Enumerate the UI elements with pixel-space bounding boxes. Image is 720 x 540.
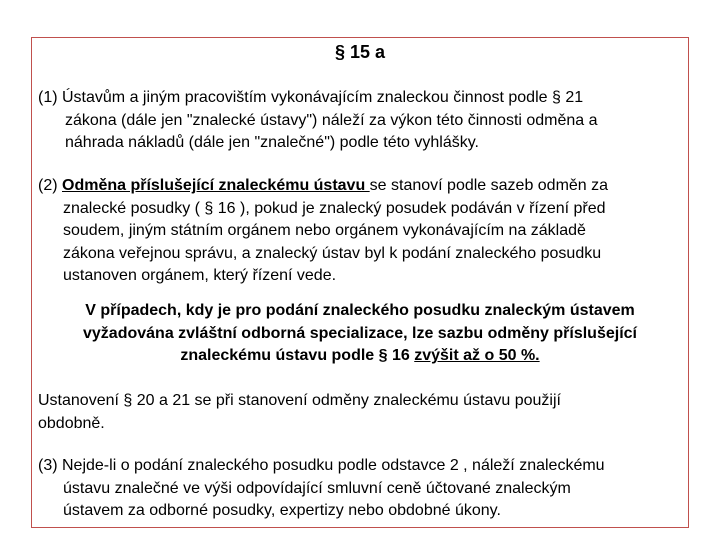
paragraph-5-line-1: (3) Nejde-li o podání znaleckého posudku podle odstavce 2 , náleží znaleckému bbox=[38, 457, 605, 474]
paragraph-5-line-2: ústavu znalečné ve výši odpovídající smluvní ceně účtované znaleckým bbox=[63, 479, 571, 497]
paragraph-1-line-3: náhrada nákladů (dále jen "znalečné") podle této vyhlášky. bbox=[65, 134, 479, 151]
paragraph-2-line-2: znalecké posudky ( § 16 ), pokud je znalecký posudek podáván v řízení před bbox=[63, 199, 606, 217]
emphasis-line-3-plain: znaleckému ústavu podle § 16 bbox=[180, 347, 415, 364]
paragraph-4-line-2: obdobně. bbox=[38, 414, 105, 432]
emphasis-line-3 bbox=[0, 345, 720, 368]
paragraph-1-line-2: zákona (dále jen "znalecké ústavy") náleží za výkon této činnosti odměna a bbox=[65, 111, 598, 129]
paragraph-4-line-1: Ustanovení § 20 a 21 se při stanovení odměny znaleckému ústavu použijí bbox=[38, 392, 561, 409]
paragraph-2-prefix: (2) bbox=[38, 177, 62, 194]
paragraph-2-line-5: ustanoven orgánem, který řízení vede. bbox=[63, 267, 337, 284]
paragraph-5-line-3: ústavem za odborné posudky, expertizy nebo obdobné úkony. bbox=[63, 502, 501, 519]
emphasis-line-3-underlined: zvýšit až o 50 %. bbox=[414, 347, 540, 364]
paragraph-4 bbox=[38, 390, 678, 435]
paragraph-2-line-4: zákona veřejnou správu, a znalecký ústav byl k podání znaleckého posudku bbox=[63, 244, 602, 262]
paragraph-1 bbox=[38, 87, 698, 155]
emphasis-paragraph bbox=[0, 300, 720, 368]
paragraph-2-emphasis: Odměna příslušející znaleckému ústavu bbox=[62, 177, 370, 194]
section-title: § 15 a bbox=[334, 42, 386, 62]
paragraph-2-line-3: soudem, jiným státním orgánem nebo orgánem vykonávajícím na základě bbox=[63, 222, 586, 239]
paragraph-5 bbox=[38, 455, 698, 523]
emphasis-line-1: V případech, kdy je pro podání znaleckého posudku znaleckým ústavem bbox=[85, 302, 635, 319]
paragraph-1-line-1: (1) Ústavům a jiným pracovištím vykonávajícím znaleckou činnost podle § 21 bbox=[38, 89, 584, 106]
paragraph-2-line-1 bbox=[38, 175, 698, 198]
paragraph-2-line-1-rest: se stanoví podle sazeb odměn za bbox=[369, 177, 609, 194]
emphasis-line-2: vyžadována zvláštní odborná specializace, lze sazbu odměny příslušející bbox=[83, 324, 637, 342]
paragraph-2 bbox=[38, 175, 698, 288]
